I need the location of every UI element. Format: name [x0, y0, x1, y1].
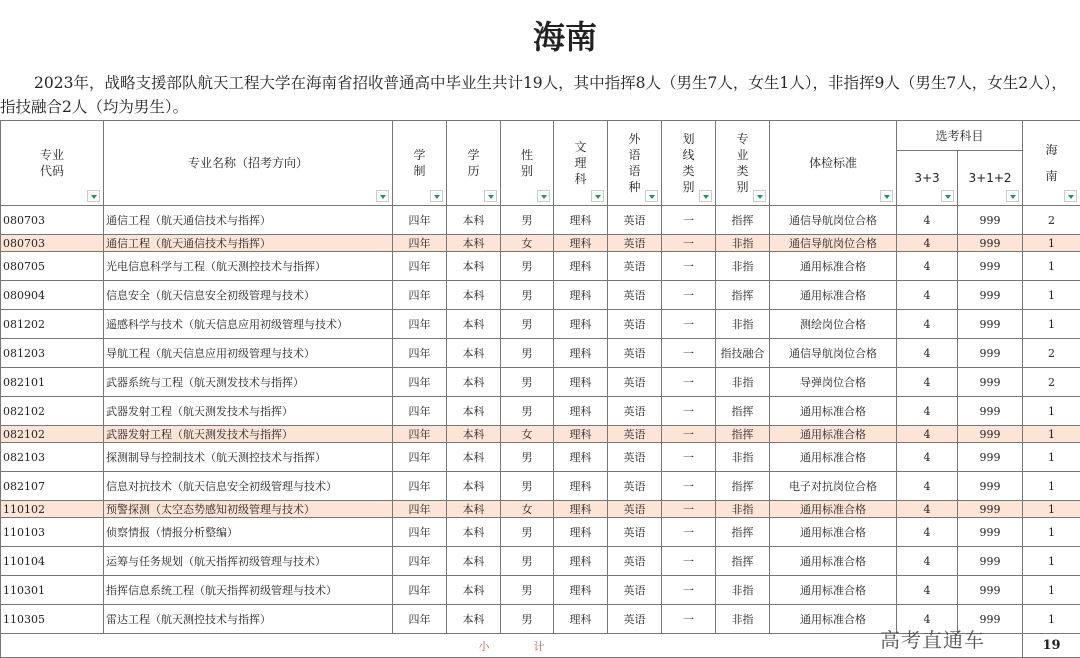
table-cell: 本科 [447, 426, 501, 443]
table-cell: 男 [501, 605, 554, 634]
filter-dropdown-icon[interactable] [941, 190, 954, 202]
table-row [1, 397, 1080, 426]
table-cell: 指挥 [716, 518, 770, 547]
table-cell: 非指 [716, 310, 770, 339]
table-cell: 男 [501, 339, 554, 368]
subtotal-value: 19 [1023, 634, 1080, 658]
table-cell: 110104 [1, 547, 104, 576]
table-cell: 指挥 [716, 281, 770, 310]
table-cell: 四年 [393, 576, 447, 605]
table-cell: 男 [501, 206, 554, 235]
table-cell: 一 [662, 518, 716, 547]
table-cell: 081203 [1, 339, 104, 368]
table-cell: 999 [958, 310, 1023, 339]
table-cell: 4 [897, 472, 958, 501]
table-row [1, 281, 1080, 310]
table-cell: 110102 [1, 501, 104, 518]
table-cell: 信息安全（航天信息安全初级管理与技术） [104, 281, 393, 310]
table-cell: 通用标准合格 [770, 501, 897, 518]
header-name: 专业名称（招考方向） [104, 121, 393, 206]
table-cell: 一 [662, 472, 716, 501]
table-cell: 080703 [1, 206, 104, 235]
table-cell: 英语 [608, 206, 662, 235]
table-cell: 理科 [554, 576, 608, 605]
table-cell: 男 [501, 518, 554, 547]
table-cell: 一 [662, 547, 716, 576]
table-cell: 四年 [393, 547, 447, 576]
table-cell: 4 [897, 397, 958, 426]
table-cell: 4 [897, 339, 958, 368]
header-code: 专业代码 [1, 121, 104, 206]
table-cell: 四年 [393, 443, 447, 472]
table-cell: 英语 [608, 518, 662, 547]
table-cell: 通用标准合格 [770, 576, 897, 605]
table-cell: 男 [501, 576, 554, 605]
table-cell: 4 [897, 426, 958, 443]
table-cell: 理科 [554, 281, 608, 310]
table-cell: 1 [1023, 501, 1080, 518]
table-cell: 4 [897, 281, 958, 310]
table-cell: 1 [1023, 472, 1080, 501]
table-cell: 女 [501, 501, 554, 518]
page-title: 海南 [0, 12, 1080, 58]
table-cell: 4 [897, 518, 958, 547]
table-cell: 武器发射工程（航天测发技术与指挥） [104, 426, 393, 443]
table-cell: 男 [501, 472, 554, 501]
table-cell: 999 [958, 501, 1023, 518]
table-cell: 1 [1023, 605, 1080, 634]
table-cell: 四年 [393, 206, 447, 235]
table-cell: 1 [1023, 518, 1080, 547]
table-cell: 通用标准合格 [770, 281, 897, 310]
table-cell: 通用标准合格 [770, 518, 897, 547]
table-cell: 一 [662, 426, 716, 443]
table-cell: 非指 [716, 501, 770, 518]
table-cell: 理科 [554, 206, 608, 235]
watermark: 高考直通车 [880, 628, 985, 652]
table-row [1, 368, 1080, 397]
table-cell: 999 [958, 605, 1023, 634]
table-cell: 四年 [393, 501, 447, 518]
table-cell: 通用标准合格 [770, 426, 897, 443]
table-cell: 999 [958, 518, 1023, 547]
table-cell: 2 [1023, 339, 1080, 368]
table-cell: 999 [958, 339, 1023, 368]
table-cell: 本科 [447, 605, 501, 634]
filter-dropdown-icon[interactable] [1006, 190, 1019, 202]
table-cell: 本科 [447, 501, 501, 518]
table-cell: 四年 [393, 310, 447, 339]
table-cell: 1 [1023, 426, 1080, 443]
table-cell: 通信工程（航天通信技术与指挥） [104, 206, 393, 235]
table-cell: 女 [501, 235, 554, 252]
table-cell: 本科 [447, 397, 501, 426]
table-row [1, 206, 1080, 235]
header-gender: 性别 [501, 121, 554, 206]
table-cell: 999 [958, 281, 1023, 310]
table-cell: 男 [501, 310, 554, 339]
table-cell: 四年 [393, 368, 447, 397]
table-cell: 4 [897, 547, 958, 576]
table-cell: 999 [958, 397, 1023, 426]
table-cell: 080705 [1, 252, 104, 281]
table-row [1, 518, 1080, 547]
header-3plus1plus2: 3+1+2 [958, 151, 1023, 206]
table-cell: 武器发射工程（航天测发技术与指挥） [104, 397, 393, 426]
table-cell: 通用标准合格 [770, 443, 897, 472]
table-cell: 999 [958, 235, 1023, 252]
header-3plus3: 3+3 [897, 151, 958, 206]
table-cell: 一 [662, 501, 716, 518]
table-cell: 4 [897, 443, 958, 472]
filter-dropdown-icon[interactable] [591, 190, 604, 202]
table-cell: 通信导航岗位合格 [770, 235, 897, 252]
filter-dropdown-icon[interactable] [645, 190, 658, 202]
table-cell: 999 [958, 547, 1023, 576]
table-cell: 四年 [393, 235, 447, 252]
table-cell: 英语 [608, 426, 662, 443]
table-cell: 4 [897, 576, 958, 605]
table-cell: 通用标准合格 [770, 397, 897, 426]
table-cell: 1 [1023, 576, 1080, 605]
table-cell: 1 [1023, 547, 1080, 576]
table-cell: 四年 [393, 518, 447, 547]
table-cell: 男 [501, 368, 554, 397]
table-cell: 080703 [1, 235, 104, 252]
table-cell: 一 [662, 252, 716, 281]
table-cell: 理科 [554, 235, 608, 252]
table-cell: 1 [1023, 310, 1080, 339]
admissions-table [0, 120, 1080, 658]
table-cell: 理科 [554, 547, 608, 576]
table-cell: 999 [958, 426, 1023, 443]
filter-dropdown-icon[interactable] [430, 190, 443, 202]
table-cell: 999 [958, 443, 1023, 472]
table-cell: 英语 [608, 235, 662, 252]
table-cell: 理科 [554, 426, 608, 443]
table-cell: 999 [958, 472, 1023, 501]
table-row [1, 501, 1080, 518]
table-cell: 通用标准合格 [770, 252, 897, 281]
table-cell: 男 [501, 281, 554, 310]
table-cell: 999 [958, 368, 1023, 397]
table-cell: 指挥信息系统工程（航天指挥初级管理与技术） [104, 576, 393, 605]
table-cell: 4 [897, 235, 958, 252]
table-cell: 本科 [447, 576, 501, 605]
table-cell: 英语 [608, 605, 662, 634]
table-cell: 探测制导与控制技术（航天测控技术与指挥） [104, 443, 393, 472]
table-cell: 信息对抗技术（航天信息安全初级管理与技术） [104, 472, 393, 501]
table-cell: 男 [501, 443, 554, 472]
table-cell: 电子对抗岗位合格 [770, 472, 897, 501]
table-cell: 081202 [1, 310, 104, 339]
table-cell: 一 [662, 235, 716, 252]
table-cell: 英语 [608, 472, 662, 501]
table-cell: 本科 [447, 368, 501, 397]
table-cell: 理科 [554, 310, 608, 339]
table-cell: 非指 [716, 368, 770, 397]
table-cell: 1 [1023, 443, 1080, 472]
table-cell: 英语 [608, 443, 662, 472]
table-cell: 英语 [608, 501, 662, 518]
table-cell: 指挥 [716, 547, 770, 576]
table-cell: 本科 [447, 443, 501, 472]
table-cell: 通用标准合格 [770, 547, 897, 576]
table-cell: 男 [501, 252, 554, 281]
table-cell: 4 [897, 206, 958, 235]
table-cell: 082102 [1, 397, 104, 426]
table-cell: 一 [662, 339, 716, 368]
table-row [1, 576, 1080, 605]
table-cell: 光电信息科学与工程（航天测控技术与指挥） [104, 252, 393, 281]
table-cell: 999 [958, 252, 1023, 281]
table-cell: 110305 [1, 605, 104, 634]
table-cell: 理科 [554, 368, 608, 397]
table-cell: 导航工程（航天信息应用初级管理与技术） [104, 339, 393, 368]
table-cell: 四年 [393, 397, 447, 426]
table-cell: 英语 [608, 576, 662, 605]
table-cell: 英语 [608, 339, 662, 368]
table-cell: 一 [662, 605, 716, 634]
table-cell: 英语 [608, 252, 662, 281]
table-cell: 1 [1023, 235, 1080, 252]
table-row [1, 310, 1080, 339]
table-cell: 指挥 [716, 426, 770, 443]
table-cell: 理科 [554, 501, 608, 518]
table-cell: 非指 [716, 252, 770, 281]
header-degree: 学历 [447, 121, 501, 206]
table-cell: 一 [662, 368, 716, 397]
table-cell: 四年 [393, 605, 447, 634]
table-cell: 指挥 [716, 206, 770, 235]
header-language: 外语语种 [608, 121, 662, 206]
table-cell: 侦察情报（情报分析整编） [104, 518, 393, 547]
table-cell: 一 [662, 206, 716, 235]
table-cell: 理科 [554, 252, 608, 281]
table-cell: 导弹岗位合格 [770, 368, 897, 397]
table-cell: 四年 [393, 339, 447, 368]
table-cell: 英语 [608, 547, 662, 576]
table-cell: 英语 [608, 310, 662, 339]
table-cell: 指挥 [716, 472, 770, 501]
filter-dropdown-icon[interactable] [753, 190, 766, 202]
filter-dropdown-icon[interactable] [699, 190, 712, 202]
table-cell: 本科 [447, 235, 501, 252]
table-cell: 预警探测（太空态势感知初级管理与技术） [104, 501, 393, 518]
table-row [1, 443, 1080, 472]
table-cell: 4 [897, 501, 958, 518]
table-cell: 非指 [716, 576, 770, 605]
header-track: 文理科 [554, 121, 608, 206]
table-cell: 非指 [716, 605, 770, 634]
table-cell: 英语 [608, 368, 662, 397]
table-cell: 082103 [1, 443, 104, 472]
table-cell: 999 [958, 576, 1023, 605]
table-cell: 本科 [447, 547, 501, 576]
table-cell: 男 [501, 397, 554, 426]
table-cell: 通信导航岗位合格 [770, 339, 897, 368]
header-subjects: 选考科目 [897, 121, 1023, 151]
table-cell: 082107 [1, 472, 104, 501]
table-cell: 一 [662, 281, 716, 310]
table-cell: 4 [897, 368, 958, 397]
table-cell: 本科 [447, 472, 501, 501]
table-cell: 一 [662, 397, 716, 426]
table-cell: 110301 [1, 576, 104, 605]
table-cell: 080904 [1, 281, 104, 310]
table-cell: 通信导航岗位合格 [770, 206, 897, 235]
table-cell: 本科 [447, 518, 501, 547]
filter-dropdown-icon[interactable] [376, 190, 389, 202]
table-cell: 遥感科学与技术（航天信息应用初级管理与技术） [104, 310, 393, 339]
table-cell: 一 [662, 576, 716, 605]
table-cell: 4 [897, 605, 958, 634]
filter-dropdown-icon[interactable] [880, 190, 893, 202]
table-cell: 指挥 [716, 397, 770, 426]
table-row [1, 472, 1080, 501]
table-cell: 指技融合 [716, 339, 770, 368]
table-row [1, 547, 1080, 576]
table-row [1, 426, 1080, 443]
table-cell: 本科 [447, 310, 501, 339]
header-line: 划线类别 [662, 121, 716, 206]
table-cell: 一 [662, 310, 716, 339]
filter-dropdown-icon[interactable] [537, 190, 550, 202]
intro-paragraph: 2023年，战略支援部队航天工程大学在海南省招收普通高中毕业生共计19人，其中指挥8人（男生7人，女生1人），非指挥9人（男生7人，女生2人），指技融合2人（均为男生）。 [0, 71, 1080, 119]
table-cell: 本科 [447, 339, 501, 368]
table-cell: 1 [1023, 397, 1080, 426]
table-cell: 理科 [554, 397, 608, 426]
table-cell: 110103 [1, 518, 104, 547]
table-cell: 2 [1023, 206, 1080, 235]
table-cell: 1 [1023, 281, 1080, 310]
table-cell: 本科 [447, 206, 501, 235]
table-cell: 通信工程（航天通信技术与指挥） [104, 235, 393, 252]
table-cell: 2 [1023, 368, 1080, 397]
table-cell: 理科 [554, 605, 608, 634]
table-cell: 雷达工程（航天测控技术与指挥） [104, 605, 393, 634]
filter-dropdown-icon[interactable] [87, 190, 100, 202]
table-cell: 一 [662, 443, 716, 472]
table-cell: 非指 [716, 443, 770, 472]
table-cell: 4 [897, 310, 958, 339]
subtotal-label: 小 计 [1, 634, 1023, 658]
table-cell: 英语 [608, 397, 662, 426]
filter-dropdown-icon[interactable] [484, 190, 497, 202]
table-cell: 4 [897, 252, 958, 281]
table-cell: 1 [1023, 252, 1080, 281]
table-cell: 测绘岗位合格 [770, 310, 897, 339]
table-cell: 女 [501, 426, 554, 443]
table-row [1, 235, 1080, 252]
table-cell: 四年 [393, 252, 447, 281]
table-cell: 082102 [1, 426, 104, 443]
header-province: 海南 [1023, 121, 1080, 206]
header-physical: 体检标准 [770, 121, 897, 206]
table-cell: 四年 [393, 281, 447, 310]
table-cell: 四年 [393, 472, 447, 501]
table-cell: 运筹与任务规划（航天指挥初级管理与技术） [104, 547, 393, 576]
table-cell: 本科 [447, 252, 501, 281]
table-cell: 082101 [1, 368, 104, 397]
table-cell: 通用标准合格 [770, 605, 897, 634]
table-cell: 999 [958, 206, 1023, 235]
header-duration: 学制 [393, 121, 447, 206]
table-row [1, 339, 1080, 368]
table-cell: 本科 [447, 281, 501, 310]
table-cell: 理科 [554, 339, 608, 368]
table-cell: 四年 [393, 426, 447, 443]
table-cell: 英语 [608, 281, 662, 310]
table-cell: 理科 [554, 472, 608, 501]
table-row [1, 252, 1080, 281]
table-cell: 理科 [554, 443, 608, 472]
table-cell: 男 [501, 547, 554, 576]
table-cell: 武器系统与工程（航天测发技术与指挥） [104, 368, 393, 397]
filter-dropdown-icon[interactable] [1064, 190, 1077, 202]
table-cell: 理科 [554, 518, 608, 547]
header-category: 专业类别 [716, 121, 770, 206]
table-cell: 非指 [716, 235, 770, 252]
